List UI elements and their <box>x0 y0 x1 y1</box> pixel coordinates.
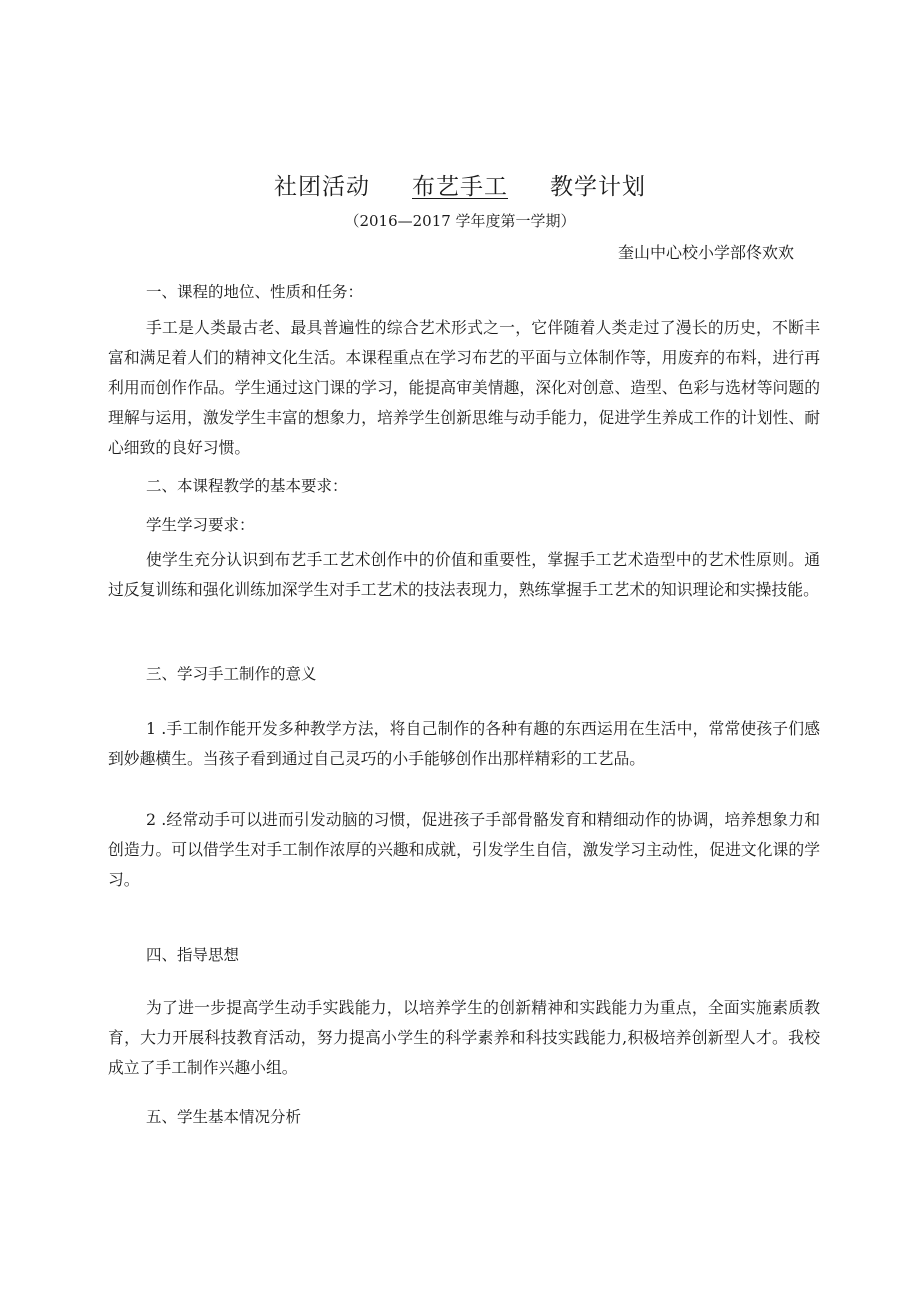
section-3-item-2: 2 .经常动手可以进而引发动脑的习惯，促进孩子手部骨骼发育和精细动作的协调，培养想象力和创造力。可以借学生对手工制作浓厚的兴趣和成就，引发学生自信，激发学习主动性，促进文化课的学习。 <box>108 810 820 889</box>
section-4-heading: 四、指导思想 <box>146 946 240 964</box>
section-5-heading: 五、学生基本情况分析 <box>146 1108 302 1126</box>
academic-term: （2016—2017 学年度第一学期） <box>344 212 576 230</box>
title-teaching-plan: 教学计划 <box>550 174 646 200</box>
section-2-heading: 二、本课程教学的基本要求： <box>146 477 348 495</box>
title-course-name: 布艺手工 <box>412 174 508 200</box>
document-title <box>0 168 920 201</box>
section-2-subheading: 学生学习要求： <box>146 516 255 534</box>
section-1-heading: 一、课程的地位、性质和任务： <box>146 283 364 301</box>
section-3-item-1: 1 .手工制作能开发多种教学方法，将自己制作的各种有趣的东西运用在生活中，常常使孩子们感到妙趣横生。当孩子看到通过自己灵巧的小手能够创作出那样精彩的工艺品。 <box>108 719 820 768</box>
section-1-paragraph: 手工是人类最古老、最具普遍性的综合艺术形式之一，它伴随着人类走过了漫长的历史，不断丰富和满足着人们的精神文化生活。本课程重点在学习布艺的平面与立体制作等，用废弃的布料，进行再利用而创作作品。学生通过这门课的学习，能提高审美情趣，深化对创意、造型、色彩与选材等问题的理解与运用，激发学生丰富的想象力，培养学生创新思维与动手能力，促进学生养成工作的计划性、耐心细致的良好习惯。 <box>108 318 820 457</box>
section-4-paragraph: 为了进一步提高学生动手实践能力，以培养学生的创新精神和实践能力为重点，全面实施素质教育，大力开展科技教育活动，努力提高小学生的科学素养和科技实践能力,积极培养创新型人才。我校成立了手工制作兴趣小组。 <box>108 998 820 1077</box>
author-line: 奎山中心校小学部佟欢欢 <box>617 243 794 262</box>
section-3-heading: 三、学习手工制作的意义 <box>146 665 317 683</box>
title-club-activity: 社团活动 <box>274 174 370 200</box>
section-2-paragraph: 使学生充分认识到布艺手工艺术创作中的价值和重要性，掌握手工艺术造型中的艺术性原则。通过反复训练和强化训练加深学生对手工艺术的技法表现力，熟练掌握手工艺术的知识理论和实操技能。 <box>108 550 820 599</box>
